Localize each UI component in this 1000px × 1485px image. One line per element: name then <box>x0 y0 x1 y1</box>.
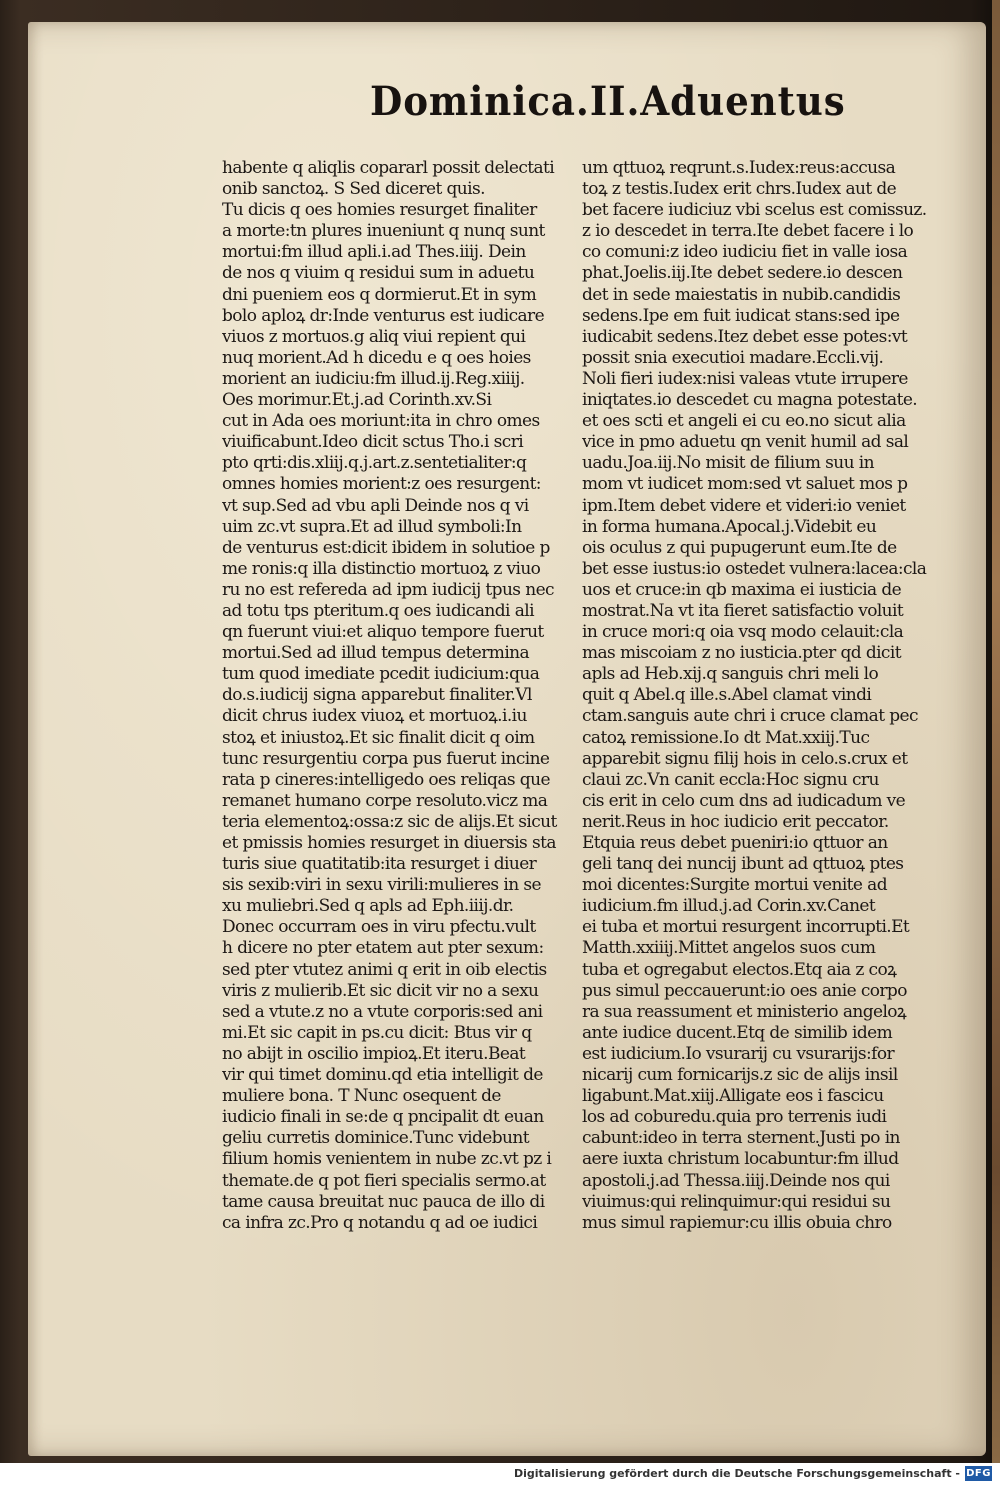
text-line: co comuni:z ideo iudiciu fiet in valle iosa <box>582 242 908 263</box>
dfg-logo: DFG <box>966 1468 991 1479</box>
text-line: stoꝝ et iniustoꝝ.Et sic finalit dicit q oim <box>222 727 535 748</box>
text-line: sedens.Ipe em fuit iudicat stans:sed ipe <box>582 305 900 326</box>
text-line: rata p cineres:intelligedo oes reliqas que <box>222 769 550 790</box>
text-line: claui zc.Vn canit eccla:Hoc signu cru <box>582 769 879 790</box>
text-line: vt sup.Sed ad vbu apli Deinde nos q vi <box>222 495 529 516</box>
text-line: geliu curretis dominice.Tunc videbunt <box>222 1128 529 1149</box>
text-line: cis erit in celo cum dns ad iudicadum ve <box>582 790 906 811</box>
text-line: bolo aploꝝ dr:Inde venturus est iudicare <box>222 305 545 326</box>
text-line: nicarij cum fornicarijs.z sic de alijs insil <box>582 1065 898 1086</box>
text-line: apostoli.j.ad Thessa.iiij.Deinde nos qui <box>582 1170 890 1191</box>
book-binding-edge <box>992 0 1000 1463</box>
text-line: xu muliebri.Sed q apls ad Eph.iiij.dr. <box>222 896 514 917</box>
text-line: a morte:tn plures inueniunt q nunq sunt <box>222 221 545 242</box>
text-line: tame causa breuitat nuc pauca de illo di <box>222 1191 545 1212</box>
text-line: qn fuerunt viui:et aliquo tempore fuerut <box>222 622 544 643</box>
text-line: cut in Ada oes moriunt:ita in chro omes <box>222 411 540 432</box>
text-line: Oes morimur.Et.j.ad Corinth.xv.Si <box>222 390 492 411</box>
text-line: bet facere iudiciuz vbi scelus est comissuz. <box>582 200 927 221</box>
text-line: et pmissis homies resurget in diuersis sta <box>222 833 556 853</box>
text-line: sis sexib:viri in sexu virili:mulieres in se <box>222 875 541 896</box>
text-line: viris z mulierib.Et sic dicit vir no a sexu <box>222 980 539 1001</box>
running-head: Dominica.II.Aduentus <box>370 78 846 125</box>
text-line: quit q Abel.q ille.s.Abel clamat vindi <box>582 685 872 706</box>
text-line: Noli fieri iudex:nisi valeas vtute irrupere <box>582 368 908 389</box>
text-line: z io descedet in terra.Ite debet facere i lo <box>582 221 914 242</box>
text-line: est iudicium.Io vsurarij cu vsurarijs:for <box>582 1043 895 1064</box>
text-line: et oes scti et angeli ei cu eo.no sicut alia <box>582 411 906 432</box>
text-line: onib sanctoꝝ. S Sed diceret quis. <box>222 179 485 200</box>
text-line: sed pter vtutez animi q erit in oib electis <box>222 959 547 980</box>
text-line: vir qui timet dominu.qd etia intelligit de <box>222 1065 543 1086</box>
text-line: viuificabunt.Ideo dicit sctus Tho.i scri <box>222 432 524 453</box>
text-line: toꝝ z testis.Iudex erit chrs.Iudex aut de <box>582 179 897 200</box>
text-line: sed a vtute.z no a vtute corporis:sed ani <box>222 1001 543 1022</box>
text-line: phat.Joelis.iij.Ite debet sedere.io descen <box>582 263 903 284</box>
text-line: apls ad Heb.xij.q sanguis chri meli lo <box>582 664 879 685</box>
text-line: mom vt iudicet mom:sed vt saluet mos p <box>582 474 908 495</box>
text-line: themate.de q pot fieri specialis sermo.at <box>222 1170 546 1191</box>
text-line: um qttuoꝝ reqrunt.s.Iudex:reus:accusa <box>582 158 896 178</box>
text-line: iudicabit sedens.Itez debet esse potes:vt <box>582 326 908 347</box>
text-line: viuos z mortuos.g aliq viui repient qui <box>222 326 526 347</box>
text-line: h dicere no pter etatem aut pter sexum: <box>222 938 544 959</box>
text-line: tuba et ogregabut electos.Etq aia z coꝝ <box>582 959 897 980</box>
text-line: teria elementoꝝ:ossa:z sic de alijs.Et sicut <box>222 811 557 832</box>
text-line: me ronis:q illa distinctio mortuoꝝ z viuo <box>222 558 541 579</box>
text-line: ei tuba et mortui resurgent incorrupti.Et <box>582 917 910 938</box>
text-line: de nos q viuim q residui sum in aduetu <box>222 263 535 284</box>
text-line: Matth.xxiiij.Mittet angelos suos cum <box>582 938 876 959</box>
text-line: in forma humana.Apocal.j.Videbit eu <box>582 516 877 537</box>
text-line: pto qrti:dis.xliij.q.j.art.z.sentetialiter:q <box>222 453 527 474</box>
text-column-right <box>582 158 935 1234</box>
text-line: Etquia reus debet pueniri:io qttuor an <box>582 833 888 853</box>
text-line: de venturus est:dicit ibidem in solutioe p <box>222 537 550 558</box>
text-line: ra sua reassument et ministerio angeloꝝ <box>582 1001 907 1022</box>
text-line: no abijt in oscilio impioꝝ.Et iteru.Beat <box>222 1043 526 1064</box>
text-line: ante iudice ducent.Etq de similib idem <box>582 1022 893 1043</box>
text-line: moi dicentes:Surgite mortui venite ad <box>582 875 887 896</box>
text-line: ligabunt.Mat.xiij.Alligate eos i fascicu <box>582 1086 884 1107</box>
text-line: nuq morient.Ad h dicedu e q oes hoies <box>222 347 531 368</box>
text-line: dni pueniem eos q dormierut.Et in sym <box>222 284 537 305</box>
text-line: omnes homies morient:z oes resurgent: <box>222 474 541 495</box>
text-line: in cruce mori:q oia vsq modo celauit:cla <box>582 622 904 643</box>
text-line: habente q aliqlis copararl possit delectati <box>222 158 555 178</box>
text-line: ctam.sanguis aute chri i cruce clamat pec <box>582 706 918 727</box>
text-line: muliere bona. T Nunc osequent de <box>222 1086 501 1107</box>
text-line: iniqtates.io descedet cu magna potestate. <box>582 390 918 411</box>
text-line: possit snia executioi madare.Eccli.vij. <box>582 347 884 368</box>
text-line: iudicio finali in se:de q pncipalit dt euan <box>222 1107 544 1128</box>
text-line: cabunt:ideo in terra sternent.Justi po in <box>582 1128 900 1149</box>
footer-bar <box>0 1463 1000 1485</box>
text-line: Tu dicis q oes homies resurget finaliter <box>222 200 537 221</box>
text-line: aere iuxta christum locabuntur:fm illud <box>582 1149 899 1170</box>
text-line: filium homis venientem in nube zc.vt pz i <box>222 1149 552 1170</box>
text-line: mus simul rapiemur:cu illis obuia chro <box>582 1212 892 1233</box>
text-line: dicit chrus iudex viuoꝝ et mortuoꝝ.i.iu <box>222 706 527 727</box>
text-line: nerit.Reus in hoc iudicio erit peccator. <box>582 811 889 832</box>
text-line: ru no est refereda ad ipm iudicij tpus nec <box>222 579 554 600</box>
text-line: apparebit signu filij hois in celo.s.crux et <box>582 748 908 769</box>
text-line: pus simul peccauerunt:io oes anie corpo <box>582 980 907 1001</box>
text-line: ad totu tps pteritum.q oes iudicandi ali <box>222 600 534 621</box>
text-line: mortui:fm illud apli.i.ad Thes.iiij. Dein <box>222 242 526 263</box>
text-line: vice in pmo aduetu qn venit humil ad sal <box>582 432 909 453</box>
text-line: det in sede maiestatis in nubib.candidis <box>582 284 901 305</box>
text-column-left <box>222 158 575 1234</box>
text-line: mi.Et sic capit in ps.cu dicit: Btus vir q <box>222 1022 532 1043</box>
text-line: ois oculus z qui pupugerunt eum.Ite de <box>582 537 897 558</box>
text-line: viuimus:qui relinquimur:qui residui su <box>582 1191 891 1212</box>
text-line: los ad coburedu.quia pro terrenis iudi <box>582 1107 887 1128</box>
text-line: uadu.Joa.iij.No misit de filium suu in <box>582 453 874 474</box>
text-line: Donec occurram oes in viru pfectu.vult <box>222 917 536 938</box>
text-line: ca infra zc.Pro q notandu q ad oe iudici <box>222 1212 538 1233</box>
text-line: tunc resurgentiu corpa pus fuerut incine <box>222 748 550 769</box>
text-line: ipm.Item debet videre et videri:io veniet <box>582 495 906 516</box>
text-line: uim zc.vt supra.Et ad illud symboli:In <box>222 516 522 537</box>
text-line: bet esse iustus:io ostedet vulnera:lacea:cla <box>582 558 927 579</box>
text-line: morient an iudiciu:fm illud.ij.Reg.xiiij. <box>222 368 525 389</box>
text-line: geli tanq dei nuncij ibunt ad qttuoꝝ ptes <box>582 854 904 875</box>
text-line: catoꝝ remissione.Io dt Mat.xxiij.Tuc <box>582 727 870 748</box>
text-line: mas miscoiam z no iusticia.pter qd dicit <box>582 643 901 664</box>
text-line: remanet humano corpe resoluto.vicz ma <box>222 790 548 811</box>
text-line: turis siue quatitatib:ita resurget i diuer <box>222 854 537 875</box>
text-line: tum quod imediate pcedit iudicium:qua <box>222 664 540 685</box>
text-line: iudicium.fm illud.j.ad Corin.xv.Canet <box>582 896 876 917</box>
text-line: uos et cruce:in qb maxima ei iusticia de <box>582 579 902 600</box>
funding-notice: Digitalisierung gefördert durch die Deutsche Forschungsgemeinschaft - <box>513 1467 960 1480</box>
text-line: mortui.Sed ad illud tempus determina <box>222 643 530 664</box>
text-line: mostrat.Na vt ita fieret satisfactio voluit <box>582 600 904 621</box>
text-line: do.s.iudicij signa apparebut finaliter.Vl <box>222 685 532 706</box>
